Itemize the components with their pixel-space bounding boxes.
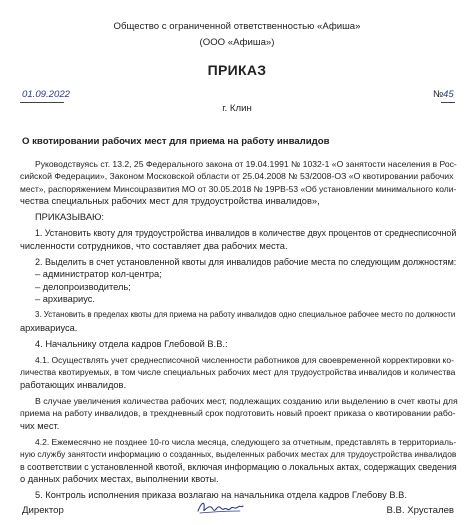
city: г. Клин [222,103,252,114]
body-line: численности сотрудников, что составляет два рабочих места. [20,240,288,251]
order-number-label: № [433,89,444,100]
body-line: сийской Федерации», Законом Московской области от 25.04.2008 № 53/2008-ОЗ «О квотировании рабочих [20,171,454,182]
signature-row [0,505,474,521]
order-subject: О квотировании рабочих мест для приема на работу инвалидов [22,136,330,147]
body-line: – архивариус. [35,293,95,304]
body-line: 2. Выделить в счет установленной квоты для инвалидов рабочие места по следующим должностям: [35,257,457,268]
body-line: – делопроизводитель; [35,281,131,292]
body-line: личества квотируемых, в том числе специальных рабочих мест для трудоустройства инвалидов и количества [20,367,456,378]
body-line: в соответствии с установленной квотой, включая информацию о локальных актах, содержащих сведения [20,461,457,472]
body-line: ную службу занятости информацию о созданных, выделенных рабочих местах для трудоустройства инвалидов [20,449,457,460]
order-body [20,158,458,501]
signer-role: Директор [22,505,64,516]
body-line: архивариуса. [20,322,78,333]
body-line: 5. Контроль исполнения приказа возлагаю на начальника отдела кадров Глебову В.В. [35,490,407,501]
body-line: работающих инвалидов. [20,379,127,390]
order-date: 01.09.2022 [22,89,71,100]
handwritten-signature [196,499,244,517]
organization-short-name: (ООО «Афиша») [199,37,275,48]
body-line: В случае увеличения количества рабочих мест, подлежащих созданию или выделению в счет квоты для [35,396,458,407]
body-line: мест», распоряжением Минсоцразвития МО от 30.05.2018 № 19РВ-53 «Об установлении минимального коли- [20,183,457,194]
body-line: ПРИКАЗЫВАЮ: [35,212,104,223]
body-line: 1. Установить квоту для трудоустройства инвалидов в количестве двух процентов от среднесписочной [35,228,457,239]
document-title: ПРИКАЗ [207,62,267,78]
body-line: приема на работу инвалидов, в трехдневный срок подготовить новый проект приказа о квотировании рабо- [20,408,456,419]
body-line: 4.2. Ежемесячно не позднее 10-го числа месяца, следующего за отчетным, представлять в территориаль- [35,436,457,447]
order-number: 45 [443,89,454,100]
body-line: чества специальных рабочих мест для трудоустройства инвалидов», [20,195,320,206]
body-line: Руководствуясь ст. 13.2, 25 Федерального закона от 19.04.1991 № 1032-1 «О занятости населения в Рос- [35,159,457,169]
body-line: 4.1. Осуществлять учет среднесписочной численности работников для своевременной корректировки ко- [35,355,454,366]
organization-full-name: Общество с ограниченной ответственностью «Афиша» [113,21,361,32]
body-line: – администратор кол-центра; [35,269,162,280]
body-line: 3. Установить в пределах квоты для приема на работу инвалидов одно специальное рабочее место по должности [35,310,456,320]
body-line: 4. Начальнику отдела кадров Глебовой В.В.: [35,338,228,349]
body-line: чих мест. [20,420,60,431]
body-line: о данных рабочих местах, выполнении квоты. [20,473,219,484]
signer-name: В.В. Хрусталев [386,505,454,516]
